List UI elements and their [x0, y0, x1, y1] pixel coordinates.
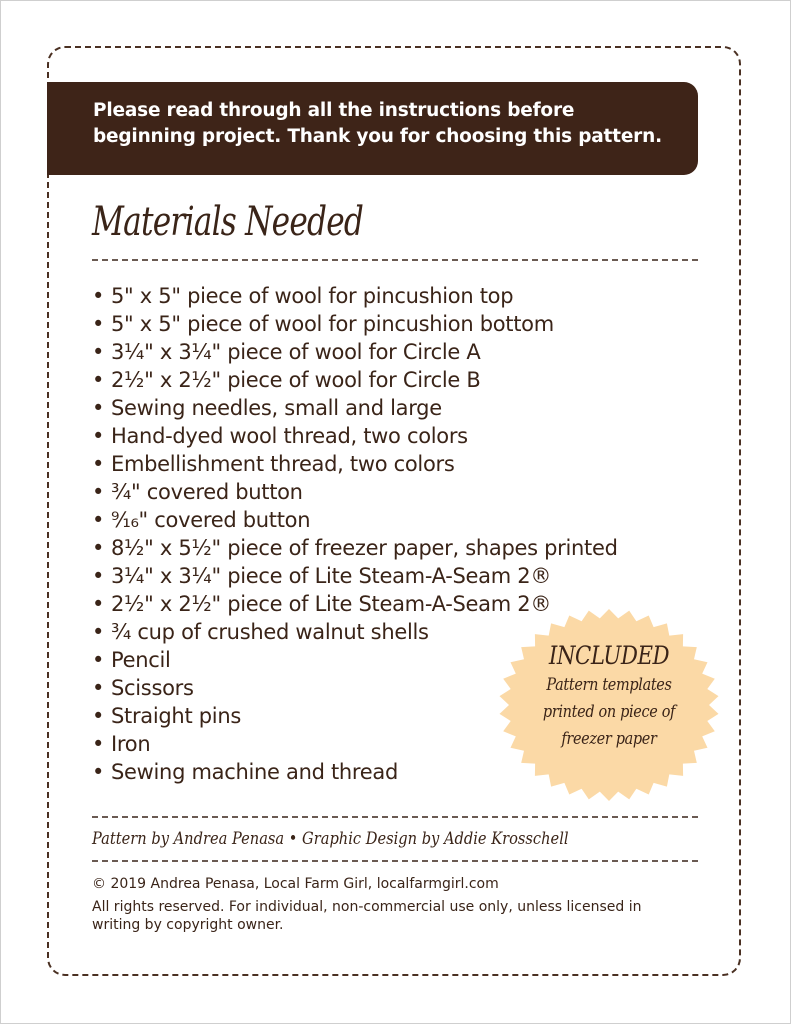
bullet-icon: •	[92, 368, 105, 392]
list-item: • Sewing machine and thread	[92, 760, 399, 784]
badge-line: Pattern templates	[546, 675, 672, 695]
bullet-icon: •	[92, 480, 105, 504]
list-item: • Pencil	[92, 648, 171, 672]
instructions-banner	[47, 82, 698, 175]
bullet-icon: •	[92, 312, 105, 336]
list-item: • Straight pins	[92, 704, 241, 728]
list-item: • 3¼" x 3¼" piece of wool for Circle A	[92, 340, 481, 364]
bullet-icon: •	[92, 592, 105, 616]
list-item: • Scissors	[92, 676, 194, 700]
badge-title: INCLUDED	[548, 641, 670, 670]
list-item: • ¾" covered button	[92, 480, 303, 504]
credits-line: Pattern by Andrea Penasa • Graphic Design by Addie Krosschell	[92, 829, 569, 849]
badge-line: printed on piece of	[542, 702, 676, 722]
list-item: • 5" x 5" piece of wool for pincushion top	[92, 284, 514, 308]
list-item: • 2½" x 2½" piece of wool for Circle B	[92, 368, 481, 392]
list-item: • Hand-dyed wool thread, two colors	[92, 424, 468, 448]
included-badge	[498, 608, 720, 802]
list-item: • Embellishment thread, two colors	[92, 452, 455, 476]
list-item: • ¾ cup of crushed walnut shells	[92, 620, 429, 644]
bullet-icon: •	[92, 452, 105, 476]
bullet-icon: •	[92, 620, 105, 644]
heading-divider	[92, 259, 698, 261]
list-item: • Iron	[92, 732, 151, 756]
bullet-icon: •	[92, 424, 105, 448]
bullet-icon: •	[92, 648, 105, 672]
list-item: • 3¼" x 3¼" piece of Lite Steam-A-Seam 2®	[92, 564, 552, 588]
list-item: • ⁹⁄₁₆" covered button	[92, 508, 311, 532]
bullet-icon: •	[92, 340, 105, 364]
bullet-icon: •	[92, 704, 105, 728]
bullet-icon: •	[92, 732, 105, 756]
banner-line-1: Please read through all the instructions before	[93, 100, 575, 121]
materials-heading: Materials Needed	[92, 199, 364, 245]
banner-line-2: beginning project. Thank you for choosing this pattern.	[93, 126, 662, 147]
bullet-icon: •	[92, 676, 105, 700]
bullet-icon: •	[92, 760, 105, 784]
list-item: • 2½" x 2½" piece of Lite Steam-A-Seam 2®	[92, 592, 552, 616]
bullet-icon: •	[92, 536, 105, 560]
badge-text	[498, 640, 720, 753]
credits-bottom-divider	[92, 860, 698, 862]
list-item: • 8½" x 5½" piece of freezer paper, shapes printed	[92, 536, 618, 560]
list-item: • Sewing needles, small and large	[92, 396, 442, 420]
bullet-icon: •	[92, 284, 105, 308]
bullet-icon: •	[92, 396, 105, 420]
bullet-icon: •	[92, 508, 105, 532]
bullet-icon: •	[92, 564, 105, 588]
copyright-line: © 2019 Andrea Penasa, Local Farm Girl, localfarmgirl.com	[92, 876, 499, 892]
rights-notice: All rights reserved. For individual, non-commercial use only, unless licensed in writing by copyright owner.	[92, 899, 642, 933]
badge-line: freezer paper	[561, 729, 657, 749]
list-item: • 5" x 5" piece of wool for pincushion bottom	[92, 312, 554, 336]
copyright-block	[92, 874, 692, 934]
credits-top-divider	[92, 816, 698, 818]
